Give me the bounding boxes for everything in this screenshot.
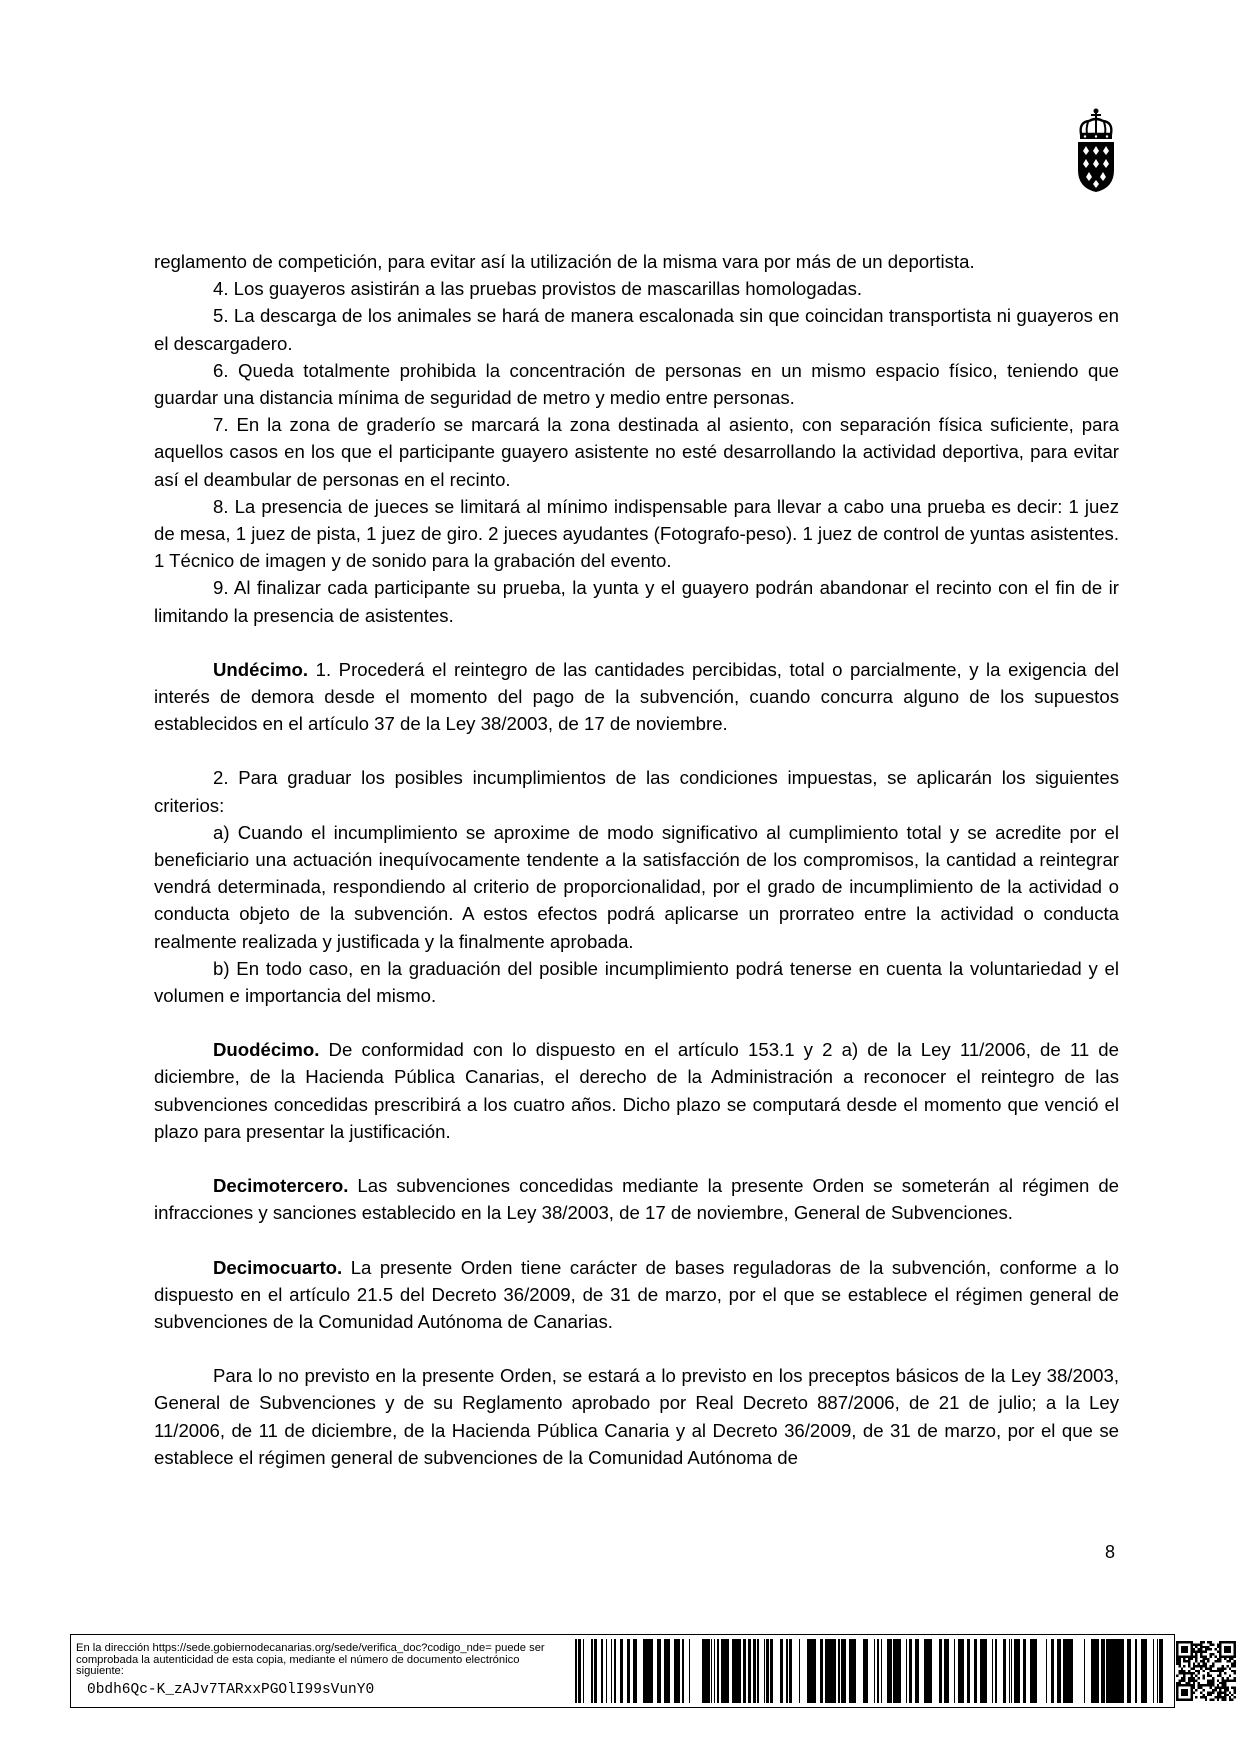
paragraph <box>154 1254 1119 1336</box>
paragraph-text: 4. Los guayeros asistirán a las pruebas provistos de mascarillas homologadas. <box>213 278 863 300</box>
paragraph-text: reglamento de competición, para evitar así la utilización de la misma vara por más de un deportista. <box>154 251 975 272</box>
paragraph-spacer <box>154 1009 1119 1036</box>
paragraph <box>154 248 1119 275</box>
paragraph-spacer <box>154 1335 1119 1362</box>
paragraph-text: 6. Queda totalmente prohibida la concentración de personas en un mismo espacio físico, teniendo que guardar una distancia mínima de seguridad de metro y medio entre personas. <box>154 359 1119 409</box>
paragraph-text: Las subvenciones concedidas mediante la presente Orden se someterán al régimen de infracciones y sanciones establecido en la Ley 38/2003, de 17 de noviembre, General de Subvenciones. <box>154 1175 1119 1224</box>
paragraph-spacer <box>154 629 1119 656</box>
paragraph-spacer <box>154 737 1119 764</box>
paragraph-text: 2. Para graduar los posibles incumplimientos de las condiciones impuestas, se aplicarán los siguientes criterios: <box>154 767 1119 816</box>
paragraph <box>154 819 1119 955</box>
paragraph-spacer <box>154 1145 1119 1172</box>
paragraph-text: 8. La presencia de jueces se limitará al mínimo indispensable para llevar a cabo una prueba es decir: 1 juez de mesa, 1 juez de pista, 1 juez de giro. 2 jueces ayudantes (Fotografo-peso). 1 juez de control de yuntas asistentes. 1 Técnico de imagen y de sonido para la grabación del evento. <box>154 495 1119 572</box>
page-number: 8 <box>1105 1542 1116 1562</box>
paragraph <box>154 574 1119 628</box>
paragraph-text: De conformidad con lo dispuesto en el artículo 153.1 y 2 a) de la Ley 11/2006, de 11 de diciembre, de la Hacienda Pública Canarias, el derecho de la Administración a reconocer el reintegro de las subvenciones concedidas prescribirá a los cuatro años. Dicho plazo se computará desde el momento que venció el plazo para presentar la justificación. <box>154 1039 1119 1142</box>
paragraph-text: 9. Al finalizar cada participante su prueba, la yunta y el guayero podrán abandonar el recinto con el fin de ir limitando la presencia de asistentes. <box>154 577 1119 626</box>
qr-code-icon <box>1176 1641 1236 1701</box>
paragraph <box>154 1036 1119 1145</box>
paragraph <box>154 302 1119 356</box>
paragraph <box>154 656 1119 738</box>
paragraph <box>154 1172 1119 1226</box>
canarias-government-crest-icon <box>1075 108 1117 193</box>
paragraph-spacer <box>154 1227 1119 1254</box>
paragraph-text: 1. Procederá el reintegro de las cantidades percibidas, total o parcialmente, y la exigencia del interés de demora desde el momento del pago de la subvención, cuando concurra alguno de los supuestos establecidos en el artículo 37 de la Ley 38/2003, de 17 de noviembre. <box>154 658 1119 735</box>
paragraph <box>154 955 1119 1009</box>
paragraph-text: 5. La descarga de los animales se hará de manera escalonada sin que coincidan transportista ni guayeros en el descargadero. <box>154 305 1119 354</box>
paragraph <box>154 275 1119 302</box>
paragraph <box>154 764 1119 818</box>
paragraph-text: a) Cuando el incumplimiento se aproxime de modo significativo al cumplimiento total y se acredite por el beneficiario una actuación inequívocamente tendente a la satisfacción de los compromisos, la cantidad a reintegrar vendrá determinada, respondiendo al criterio de proporcionalidad, por el grado de incumplimiento de la actividad o conducta objeto de la subvención. A estos efectos podrá aplicarse un prorrateo entre la actividad o conducta realmente realizada y justificada y la finalmente aprobada. <box>154 821 1119 952</box>
section-heading: Undécimo. <box>213 658 309 680</box>
paragraph-text: La presente Orden tiene carácter de bases reguladoras de la subvención, conforme a lo dispuesto en el artículo 21.5 del Decreto 36/2009, de 31 de marzo, por el que se establece el régimen general de subvenciones de la Comunidad Autónoma de Canarias. <box>154 1256 1119 1332</box>
paragraph-text: b) En todo caso, en la graduación del posible incumplimiento podrá tenerse en cuenta la voluntariedad y el volumen e importancia del mismo. <box>154 957 1119 1007</box>
document-body <box>154 248 1119 1471</box>
verification-footer <box>70 1634 1175 1708</box>
paragraph <box>154 493 1119 575</box>
section-heading: Duodécimo. <box>213 1039 320 1061</box>
paragraph <box>154 357 1119 411</box>
paragraph-text: 7. En la zona de graderío se marcará la zona destinada al asiento, con separación física suficiente, para aquellos casos en los que el participante guayero asistente no esté desarrollando la actividad deportiva, para evitar así el deambular de personas en el recinto. <box>154 414 1119 490</box>
section-heading: Decimotercero. <box>213 1175 349 1197</box>
verification-text: En la dirección https://sede.gobiernodecanarias.org/sede/verifica_doc?codigo_nde= puede ser comprobada la autenticidad de esta copia, mediante el número de documento electrónico siguiente: <box>76 1642 545 1677</box>
paragraph <box>154 1362 1119 1471</box>
barcode-icon <box>575 1639 1165 1703</box>
paragraph <box>154 411 1119 493</box>
document-code: 0bdh6Qc-K_zAJv7TARxxPGOlI99sVunY0 <box>87 1682 375 1698</box>
paragraph-text: Para lo no previsto en la presente Orden, se estará a lo previsto en los preceptos básicos de la Ley 38/2003, General de Subvenciones y de su Reglamento aprobado por Real Decreto 887/2006, de 21 de julio; a la Ley 11/2006, de 11 de diciembre, de la Hacienda Pública Canaria y al Decreto 36/2009, de 31 de marzo, por el que se establece el régimen general de subvenciones de la Comunidad Autónoma de <box>154 1365 1119 1468</box>
section-heading: Decimocuarto. <box>213 1256 343 1278</box>
